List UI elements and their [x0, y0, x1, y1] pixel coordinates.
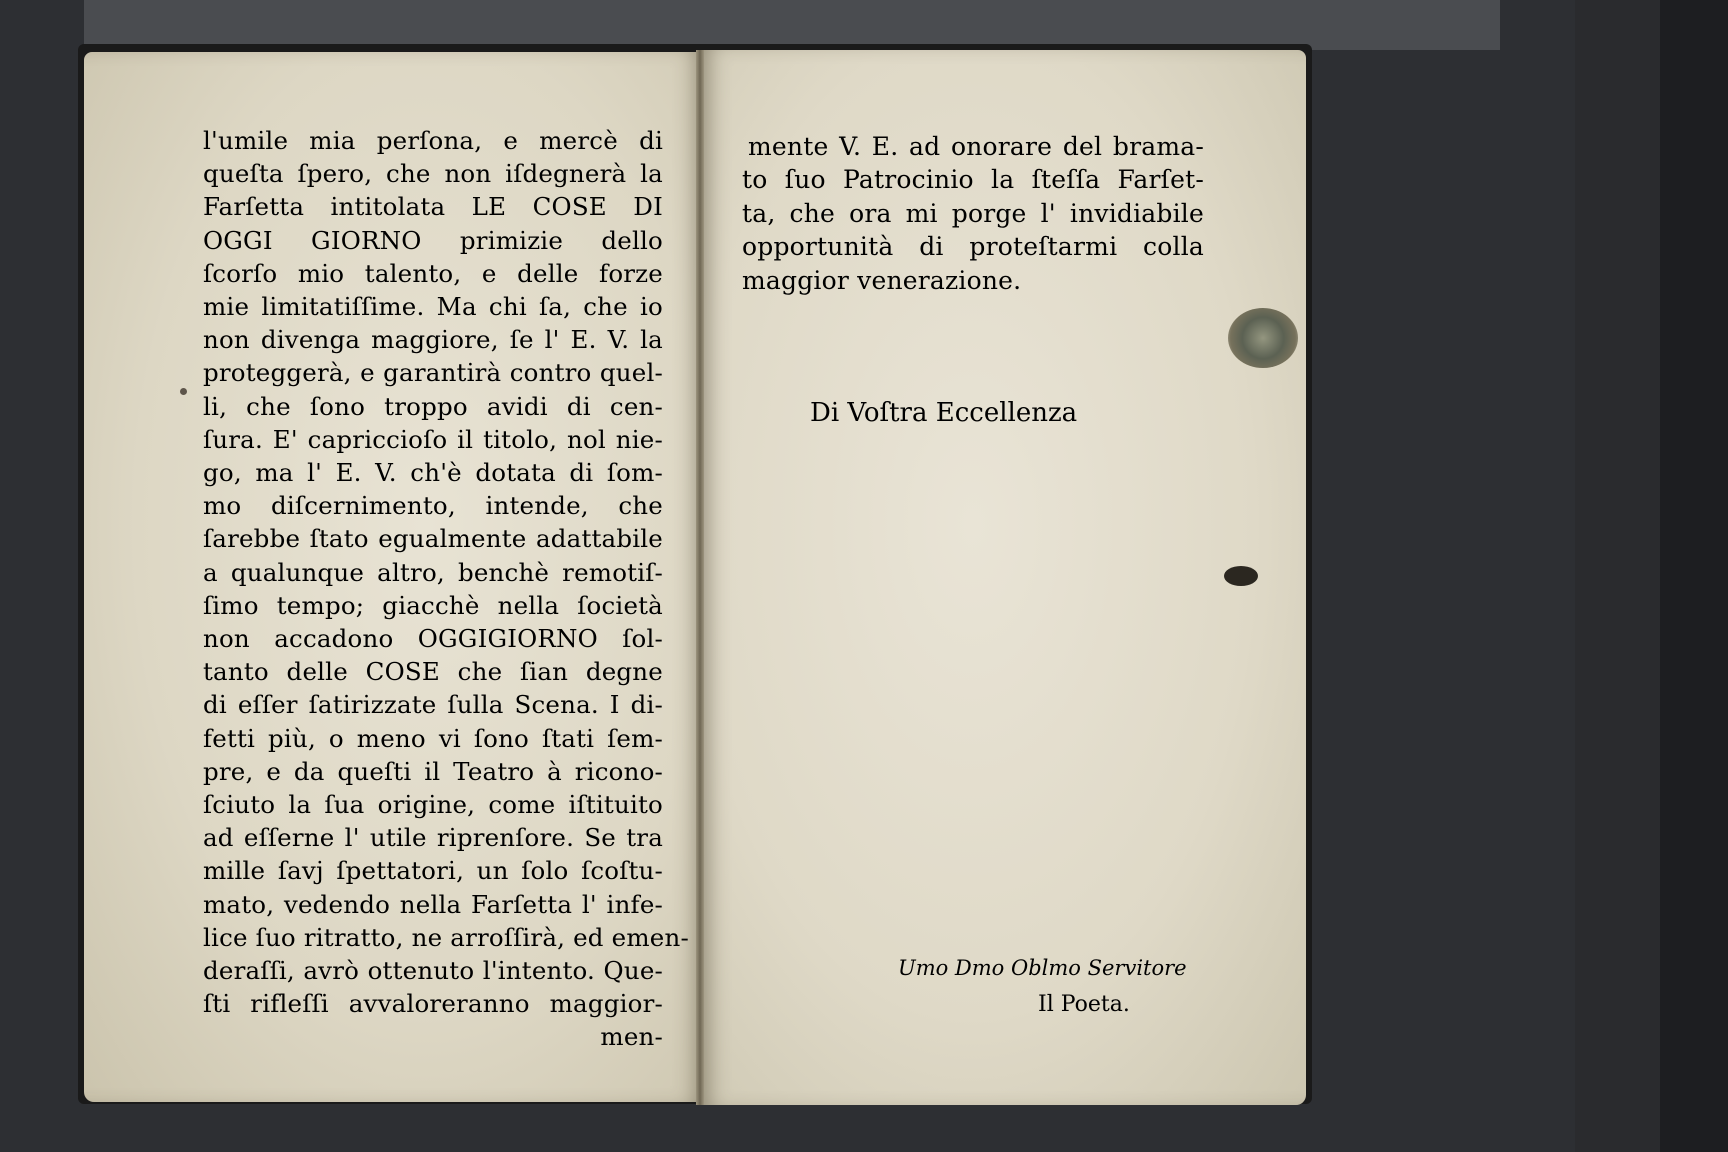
- book-gutter: [696, 50, 704, 1105]
- text-line: mo diſcernimento, intende, che: [203, 491, 663, 521]
- text-line: ſti rifleſſi avvaloreranno maggior-: [203, 989, 663, 1019]
- text-line: lice ſuo ritratto, ne arroſſirà, ed emen-: [203, 922, 689, 952]
- salutation: Di Voſtra Eccellenza: [810, 398, 1078, 428]
- left-page-text: [203, 124, 689, 1054]
- text-line: ta, che ora mi porge l' invidiabile: [742, 198, 1204, 228]
- background-edge-dark: [1660, 0, 1728, 1152]
- text-line: a qualunque altro, benchè remotiſ-: [203, 557, 663, 587]
- right-page-text: [742, 130, 1204, 297]
- ink-speck: [180, 388, 187, 395]
- text-line: non divenga maggiore, ſe l' E. V. la: [203, 325, 663, 355]
- text-line: ſimo tempo; giacchè nella ſocietà: [203, 590, 663, 620]
- text-line: maggior venerazione.: [742, 265, 1022, 295]
- text-line: go, ma l' E. V. ch'è dotata di ſom-: [203, 458, 663, 488]
- catchword: men-: [600, 1022, 663, 1052]
- signature-name: Il Poeta.: [1038, 992, 1130, 1017]
- text-line: opportunità di proteſtarmi colla: [742, 232, 1204, 262]
- text-line: tanto delle COSE che ſian degne: [203, 657, 663, 687]
- text-line: ſcorſo mio talento, e delle forze: [203, 258, 663, 288]
- text-line: fetti più, o meno vi ſono ſtati ſem-: [203, 723, 663, 753]
- text-line: deraſſi, avrò ottenuto l'intento. Que-: [203, 956, 663, 986]
- text-line: di eſſer ſatirizzate ſulla Scena. I di-: [203, 690, 663, 720]
- text-line: queſta ſpero, che non iſdegnerà la: [203, 159, 663, 189]
- ink-blot: [1224, 566, 1258, 586]
- text-line: mato, vedendo nella Farſetta l' infe-: [203, 889, 663, 919]
- text-line: l'umile mia perſona, e mercè di: [203, 126, 663, 155]
- text-line: mie limitatiſſime. Ma chi ſa, che io: [203, 292, 663, 322]
- background-band: [84, 0, 1500, 50]
- text-line: pre, e da queſti il Teatro à ricono-: [203, 756, 663, 786]
- paper-stain: [1228, 308, 1298, 368]
- text-line: Farſetta intitolata LE COSE DI: [203, 192, 663, 222]
- text-line: mille ſavj ſpettatori, un ſolo ſcoſtu-: [203, 856, 663, 886]
- text-line: to ſuo Patrocinio la ſteſſa Farſet-: [742, 165, 1204, 195]
- text-line: li, che ſono troppo avidi di cen-: [203, 391, 663, 421]
- background-edge: [1575, 0, 1660, 1152]
- text-line: OGGI GIORNO primizie dello: [203, 225, 663, 255]
- text-line: ſura. E' capriccioſo il titolo, nol nie-: [203, 424, 663, 454]
- signature-line: Umo Dmo Oblmo Servitore: [898, 956, 1187, 980]
- text-line: ſciuto la ſua origine, come iſtituito: [203, 790, 663, 820]
- text-line: proteggerà, e garantirà contro quel-: [203, 358, 663, 388]
- text-line: mente V. E. ad onorare del brama-: [748, 132, 1204, 161]
- text-line: ſarebbe ſtato egualmente adattabile: [203, 524, 663, 554]
- text-line: non accadono OGGIGIORNO ſol-: [203, 624, 663, 654]
- text-line: ad eſſerne l' utile riprenſore. Se tra: [203, 823, 663, 853]
